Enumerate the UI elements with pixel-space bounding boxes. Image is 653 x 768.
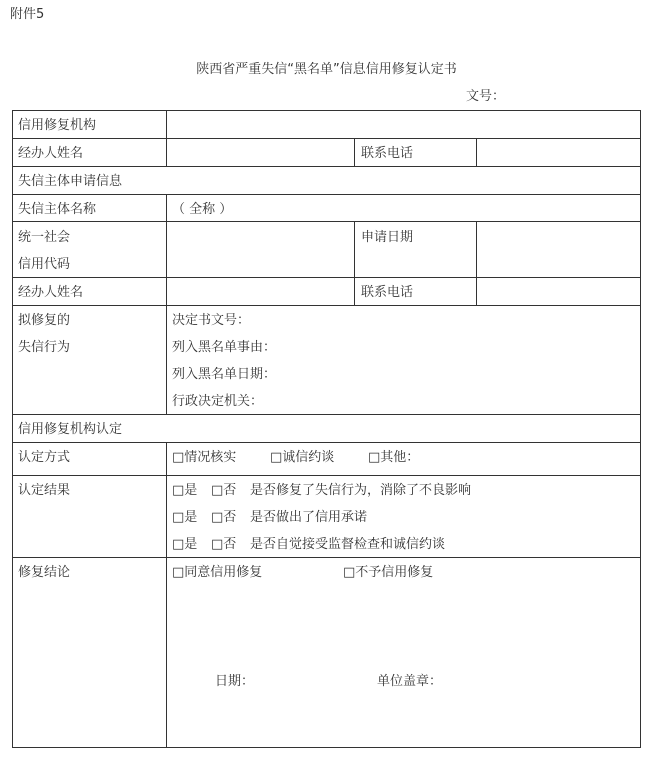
subject-name-hint: （ 全称 ） bbox=[172, 202, 233, 217]
conclusion-label: 修复结论 bbox=[18, 565, 71, 580]
table-line bbox=[476, 138, 477, 166]
result-question-3: 是否自觉接受监督检查和诚信约谈 bbox=[250, 537, 446, 552]
handler-name-label: 经办人姓名 bbox=[18, 146, 84, 161]
result-yes-checkbox[interactable]: □是 bbox=[172, 483, 198, 498]
seal-label: 单位盖章： bbox=[377, 674, 443, 689]
result-label: 认定结果 bbox=[18, 483, 71, 498]
method-option-interview[interactable]: □诚信约谈 bbox=[270, 450, 335, 465]
table-line bbox=[12, 110, 13, 748]
table-line bbox=[640, 110, 641, 748]
table-line bbox=[12, 277, 641, 278]
apply-date-label: 申请日期 bbox=[361, 230, 414, 245]
table-line bbox=[354, 138, 355, 166]
table-line bbox=[12, 557, 641, 558]
behavior-label-line2: 失信行为 bbox=[18, 340, 71, 355]
method-option-other[interactable]: □其他： bbox=[368, 450, 420, 465]
table-line bbox=[354, 221, 355, 305]
table-line bbox=[12, 221, 641, 222]
credit-code-label-line2: 信用代码 bbox=[18, 257, 71, 272]
phone-label-2: 联系电话 bbox=[361, 285, 414, 300]
credit-code-label-line1: 统一社会 bbox=[18, 230, 71, 245]
table-line bbox=[12, 414, 641, 415]
blacklist-date-field: 列入黑名单日期： bbox=[172, 367, 277, 382]
table-line bbox=[12, 442, 641, 443]
table-line bbox=[476, 221, 477, 305]
table-line bbox=[166, 110, 167, 166]
table-line bbox=[166, 194, 167, 414]
org-cert-section-heading: 信用修复机构认定 bbox=[18, 422, 123, 437]
method-label: 认定方式 bbox=[18, 450, 71, 465]
applicant-section-heading: 失信主体申请信息 bbox=[18, 174, 123, 189]
handler-name-label-2: 经办人姓名 bbox=[18, 285, 84, 300]
result-no-checkbox[interactable]: □否 bbox=[211, 510, 237, 525]
table-line bbox=[12, 475, 641, 476]
admin-org-field: 行政决定机关： bbox=[172, 394, 264, 409]
table-line bbox=[12, 747, 641, 748]
table-line bbox=[12, 138, 641, 139]
org-label: 信用修复机构 bbox=[18, 118, 97, 133]
result-yes-checkbox[interactable]: □是 bbox=[172, 510, 198, 525]
result-question-1: 是否修复了失信行为，消除了不良影响 bbox=[250, 483, 472, 498]
doc-number-label: 文号： bbox=[466, 89, 506, 104]
table-line bbox=[12, 194, 641, 195]
attachment-label: 附件5 bbox=[10, 7, 45, 22]
result-no-checkbox[interactable]: □否 bbox=[211, 537, 237, 552]
blacklist-reason-field: 列入黑名单事由： bbox=[172, 340, 277, 355]
table-line bbox=[12, 305, 641, 306]
subject-name-label: 失信主体名称 bbox=[18, 202, 97, 217]
method-option-verify[interactable]: □情况核实 bbox=[172, 450, 237, 465]
conclusion-reject-checkbox[interactable]: □不予信用修复 bbox=[343, 565, 434, 580]
result-question-2: 是否做出了信用承诺 bbox=[250, 510, 368, 525]
document-title: 陕西省严重失信“黑名单”信息信用修复认定书 bbox=[196, 62, 457, 77]
phone-label: 联系电话 bbox=[361, 146, 414, 161]
result-no-checkbox[interactable]: □否 bbox=[211, 483, 237, 498]
behavior-label-line1: 拟修复的 bbox=[18, 313, 71, 328]
certificate-form-table bbox=[12, 110, 641, 748]
conclusion-agree-checkbox[interactable]: □同意信用修复 bbox=[172, 565, 263, 580]
table-line bbox=[12, 166, 641, 167]
table-line bbox=[166, 442, 167, 747]
date-label: 日期： bbox=[215, 674, 255, 689]
result-yes-checkbox[interactable]: □是 bbox=[172, 537, 198, 552]
decision-number-field: 决定书文号： bbox=[172, 313, 251, 328]
table-line bbox=[12, 110, 641, 111]
